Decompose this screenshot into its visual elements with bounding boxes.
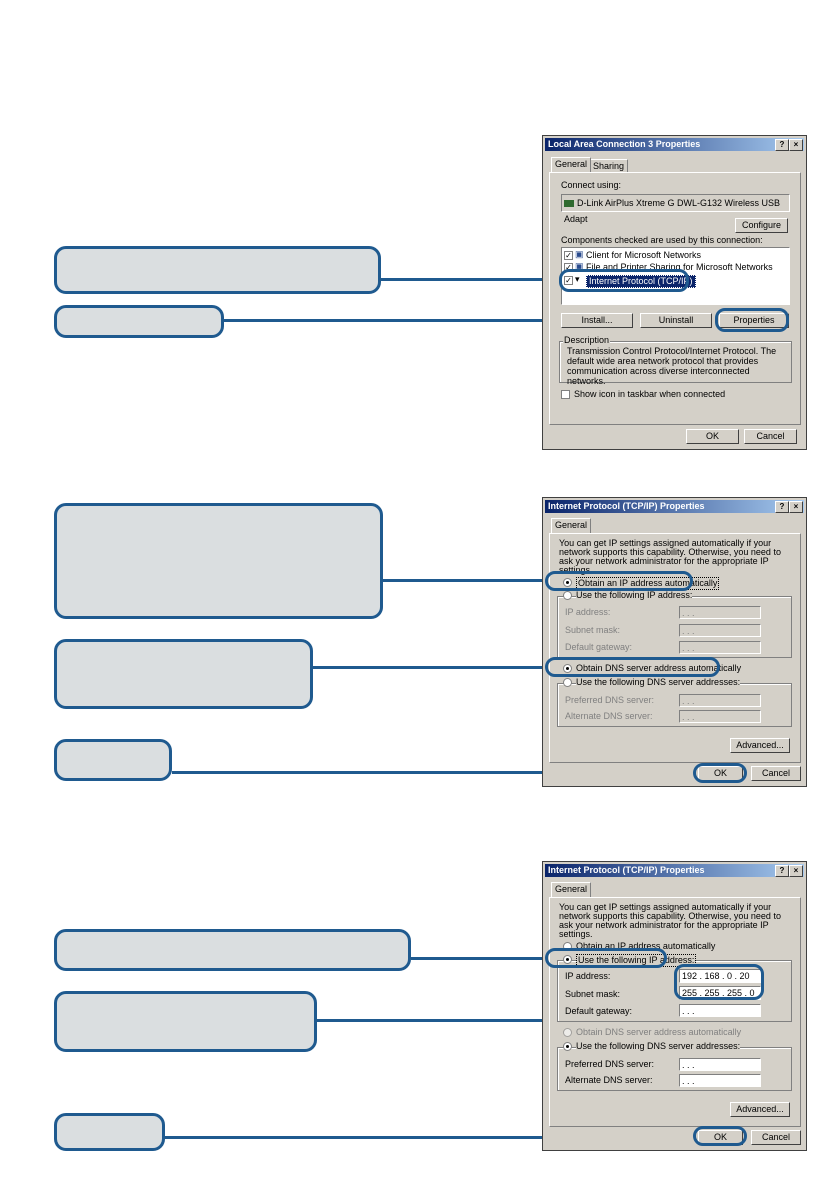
description-label: Description xyxy=(564,335,610,345)
protocol-icon: ▾ xyxy=(575,274,580,284)
properties-button[interactable]: Properties xyxy=(719,313,789,328)
callout-click-ok xyxy=(54,739,172,781)
connector-line xyxy=(313,666,546,669)
obtain-dns-label: Obtain DNS server address automatically xyxy=(576,1027,742,1037)
intro-text: You can get IP settings assigned automatically if your network supports this capability. Otherwise, you need to ask your network administrator for the appropriate IP settings. xyxy=(559,902,781,939)
use-ip-label: Use the following IP address: xyxy=(576,590,693,600)
dialog-title-bar[interactable] xyxy=(545,864,804,877)
help-button[interactable]: ? xyxy=(775,139,789,151)
ip-address-field[interactable]: . . . xyxy=(679,606,761,619)
callout-obtain-ip xyxy=(54,503,383,619)
tab-general[interactable]: General xyxy=(551,882,591,897)
use-dns-label: Use the following DNS server addresses: xyxy=(576,677,741,687)
callout-obtain-dns xyxy=(54,639,313,709)
alternate-dns-label: Alternate DNS server: xyxy=(565,1075,653,1085)
help-button[interactable]: ? xyxy=(775,501,789,513)
default-gateway-field[interactable]: . . . xyxy=(679,1004,761,1017)
obtain-ip-label: Obtain an IP address automatically xyxy=(578,578,718,588)
obtain-ip-label: Obtain an IP address automatically xyxy=(576,941,716,951)
tab-general[interactable]: General xyxy=(551,157,591,172)
highlight-ok-button xyxy=(693,1126,747,1146)
callout-click-ok xyxy=(54,1113,165,1151)
alternate-dns-field[interactable]: . . . xyxy=(679,1074,761,1087)
ok-button[interactable]: OK xyxy=(686,429,739,444)
highlight-ok-button xyxy=(693,763,747,783)
preferred-dns-label: Preferred DNS server: xyxy=(565,695,655,705)
default-gateway-label: Default gateway: xyxy=(565,1006,633,1016)
adapter-name: D-Link AirPlus Xtreme G DWL-G132 Wireless USB Adapt xyxy=(564,198,781,224)
callout-use-ip xyxy=(54,929,411,971)
preferred-dns-field[interactable]: . . . xyxy=(679,1058,761,1071)
preferred-dns-field[interactable]: . . . xyxy=(679,694,761,707)
tab-sharing[interactable]: Sharing xyxy=(589,159,628,173)
callout-enter-ip xyxy=(54,991,317,1052)
local-area-connection-dialog xyxy=(542,135,807,450)
configure-button[interactable]: Configure xyxy=(735,218,788,233)
component-checkbox[interactable]: ✓ xyxy=(565,251,572,260)
close-button[interactable]: × xyxy=(789,501,803,513)
ok-button[interactable]: OK xyxy=(698,1130,743,1145)
highlight-use-ip xyxy=(545,948,667,968)
show-icon-checkbox[interactable] xyxy=(561,390,570,399)
use-ip-radio[interactable] xyxy=(563,591,572,600)
callout-select-tcpip xyxy=(54,246,381,294)
dialog-title: Local Area Connection 3 Properties xyxy=(548,139,701,149)
alternate-dns-field[interactable]: . . . xyxy=(679,710,761,723)
file-sharing-icon: ▣ xyxy=(575,261,584,271)
connector-line xyxy=(411,957,546,960)
install-button[interactable]: Install... xyxy=(561,313,633,328)
advanced-button[interactable]: Advanced... xyxy=(730,1102,790,1117)
cancel-button[interactable]: Cancel xyxy=(751,1130,801,1145)
tcpip-properties-dialog xyxy=(542,861,807,1151)
highlight-obtain-ip xyxy=(545,571,693,591)
obtain-dns-label: Obtain DNS server address automatically xyxy=(576,663,742,673)
component-checkbox[interactable]: ✓ xyxy=(565,276,572,285)
highlight-tcpip-item xyxy=(559,269,689,292)
dialog-title-bar[interactable] xyxy=(545,138,804,151)
show-icon-label: Show icon in taskbar when connected xyxy=(574,389,726,399)
dialog-title: Internet Protocol (TCP/IP) Properties xyxy=(548,501,705,511)
connector-line xyxy=(381,278,561,281)
uninstall-button[interactable]: Uninstall xyxy=(640,313,712,328)
tab-general[interactable]: General xyxy=(551,518,591,533)
connect-using-label: Connect using: xyxy=(561,180,622,190)
intro-text: You can get IP settings assigned automatically if your network supports this capability. Otherwise, you need to ask your network administrator for the appropriate IP settings. xyxy=(559,538,781,575)
component-checkbox[interactable]: ✓ xyxy=(565,263,572,272)
description-text: Transmission Control Protocol/Internet Protocol. The default wide area network protocol that provides communication across diverse interconnected networks. xyxy=(567,346,777,386)
components-label: Components checked are used by this connection: xyxy=(561,235,763,245)
component-item-selected[interactable]: Internet Protocol (TCP/IP) xyxy=(586,275,696,288)
help-button[interactable]: ? xyxy=(775,865,789,877)
highlight-ip-fields xyxy=(674,964,764,1000)
dialog-title: Internet Protocol (TCP/IP) Properties xyxy=(548,865,705,875)
cancel-button[interactable]: Cancel xyxy=(744,429,797,444)
component-item[interactable]: Client for Microsoft Networks xyxy=(586,250,702,260)
network-adapter-icon xyxy=(564,200,574,207)
dialog-title-bar[interactable] xyxy=(545,500,804,513)
default-gateway-label: Default gateway: xyxy=(565,642,633,652)
advanced-button[interactable]: Advanced... xyxy=(730,738,790,753)
highlight-obtain-dns xyxy=(545,657,720,677)
ip-address-label: IP address: xyxy=(565,607,611,617)
component-item[interactable]: File and Printer Sharing for Microsoft Networks xyxy=(586,262,773,272)
ip-address-field[interactable]: 192 . 168 . 0 . 20 xyxy=(679,969,761,983)
subnet-mask-field[interactable]: 255 . 255 . 255 . 0 xyxy=(679,986,761,1000)
preferred-dns-label: Preferred DNS server: xyxy=(565,1059,655,1069)
highlight-properties-button xyxy=(715,308,789,332)
subnet-mask-label: Subnet mask: xyxy=(565,625,621,635)
subnet-mask-field[interactable]: . . . xyxy=(679,624,761,637)
ip-address-label: IP address: xyxy=(565,971,611,981)
use-dns-label: Use the following DNS server addresses: xyxy=(576,1041,741,1051)
use-ip-label: Use the following IP address: xyxy=(578,955,695,965)
ok-button[interactable]: OK xyxy=(698,766,743,781)
tcpip-properties-dialog xyxy=(542,497,807,787)
close-button[interactable]: × xyxy=(789,865,803,877)
use-dns-radio[interactable] xyxy=(563,1042,572,1051)
subnet-mask-label: Subnet mask: xyxy=(565,989,621,999)
obtain-dns-radio[interactable] xyxy=(563,1028,572,1037)
alternate-dns-label: Alternate DNS server: xyxy=(565,711,653,721)
default-gateway-field[interactable]: . . . xyxy=(679,641,761,654)
connector-line xyxy=(383,579,546,582)
network-client-icon: ▣ xyxy=(575,249,584,259)
adapter-field xyxy=(561,194,790,224)
use-dns-radio[interactable] xyxy=(563,678,572,687)
close-button[interactable]: × xyxy=(789,139,803,151)
callout-click-properties xyxy=(54,305,224,338)
cancel-button[interactable]: Cancel xyxy=(751,766,801,781)
